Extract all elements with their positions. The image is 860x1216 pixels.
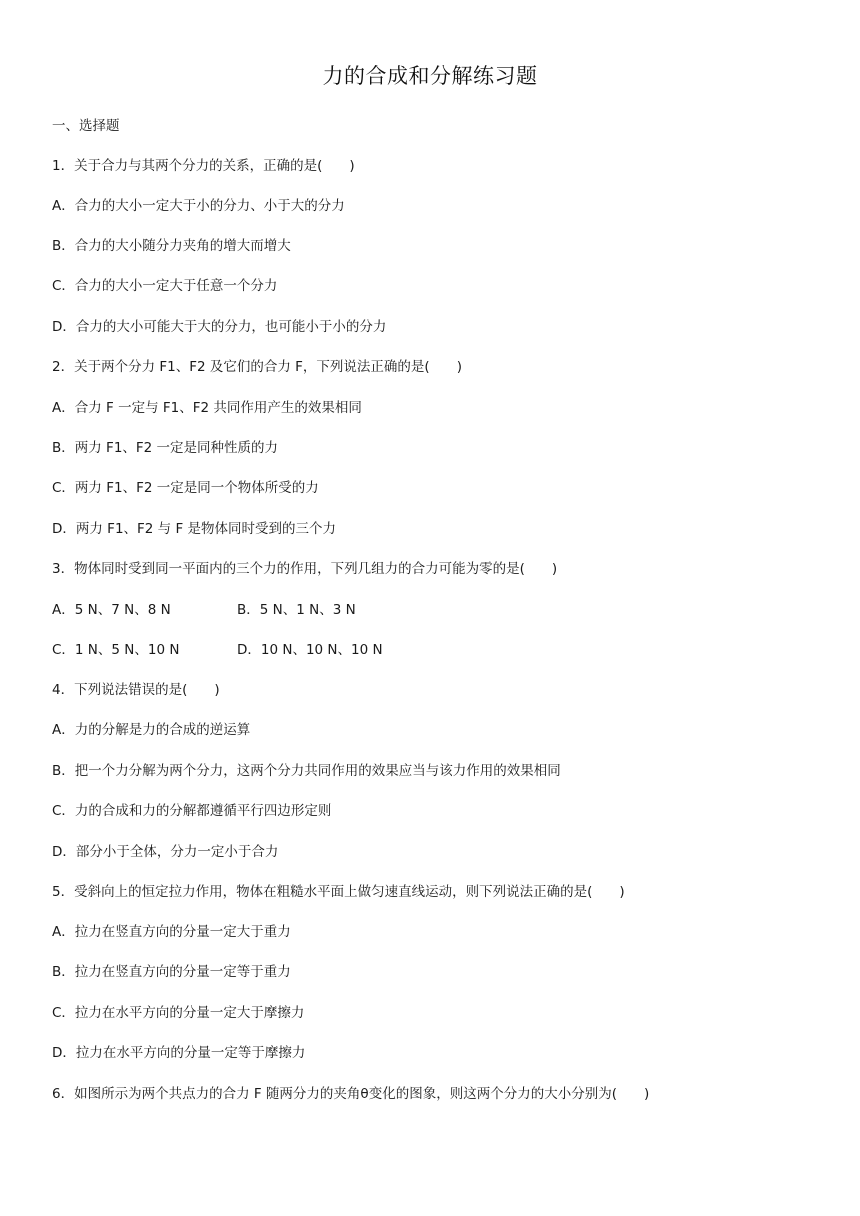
question-5-option-a: A．拉力在竖直方向的分量一定大于重力: [52, 924, 291, 940]
question-4-option-d: D．部分小于全体，分力一定小于合力: [52, 844, 279, 860]
question-1-option-d: D．合力的大小可能大于大的分力，也可能小于小的分力: [52, 319, 387, 335]
question-5-stem: 5．受斜向上的恒定拉力作用，物体在粗糙水平面上做匀速直线运动，则下列说法正确的是( ): [52, 884, 625, 900]
section-heading: 一、选择题: [52, 118, 120, 134]
document-title: 力的合成和分解练习题: [322, 64, 538, 88]
question-4-option-c: C．力的合成和力的分解都遵循平行四边形定则: [52, 803, 332, 819]
question-3-option-d: D．10 N、10 N、10 N: [237, 642, 383, 658]
question-2-stem: 2．关于两个分力 F1、F2 及它们的合力 F，下列说法正确的是( ): [52, 359, 462, 375]
question-4-option-a: A．力的分解是力的合成的逆运算: [52, 722, 251, 738]
question-1-stem: 1．关于合力与其两个分力的关系，正确的是( ): [52, 158, 355, 174]
question-2-option-d: D．两力 F1、F2 与 F 是物体同时受到的三个力: [52, 521, 337, 537]
question-2-option-a: A．合力 F 一定与 F1、F2 共同作用产生的效果相同: [52, 400, 362, 416]
question-1-option-a: A．合力的大小一定大于小的分力、小于大的分力: [52, 198, 345, 214]
question-3-option-a: A．5 N、7 N、8 N: [52, 602, 171, 618]
question-3-option-b: B．5 N、1 N、3 N: [237, 602, 356, 618]
question-1-option-b: B．合力的大小随分力夹角的增大而增大: [52, 238, 291, 254]
question-5-option-d: D．拉力在水平方向的分量一定等于摩擦力: [52, 1045, 306, 1061]
question-2-option-b: B．两力 F1、F2 一定是同种性质的力: [52, 440, 279, 456]
question-6-stem: 6．如图所示为两个共点力的合力 F 随两分力的夹角θ变化的图象，则这两个分力的大小分别为( ): [52, 1086, 650, 1102]
question-3-stem: 3．物体同时受到同一平面内的三个力的作用，下列几组力的合力可能为零的是( ): [52, 561, 558, 577]
question-1-option-c: C．合力的大小一定大于任意一个分力: [52, 278, 278, 294]
question-4-stem: 4．下列说法错误的是( ): [52, 682, 220, 698]
question-5-option-c: C．拉力在水平方向的分量一定大于摩擦力: [52, 1005, 305, 1021]
question-4-option-b: B．把一个力分解为两个分力，这两个分力共同作用的效果应当与该力作用的效果相同: [52, 763, 561, 779]
question-2-option-c: C．两力 F1、F2 一定是同一个物体所受的力: [52, 480, 319, 496]
question-5-option-b: B．拉力在竖直方向的分量一定等于重力: [52, 964, 291, 980]
question-3-option-c: C．1 N、5 N、10 N: [52, 642, 180, 658]
